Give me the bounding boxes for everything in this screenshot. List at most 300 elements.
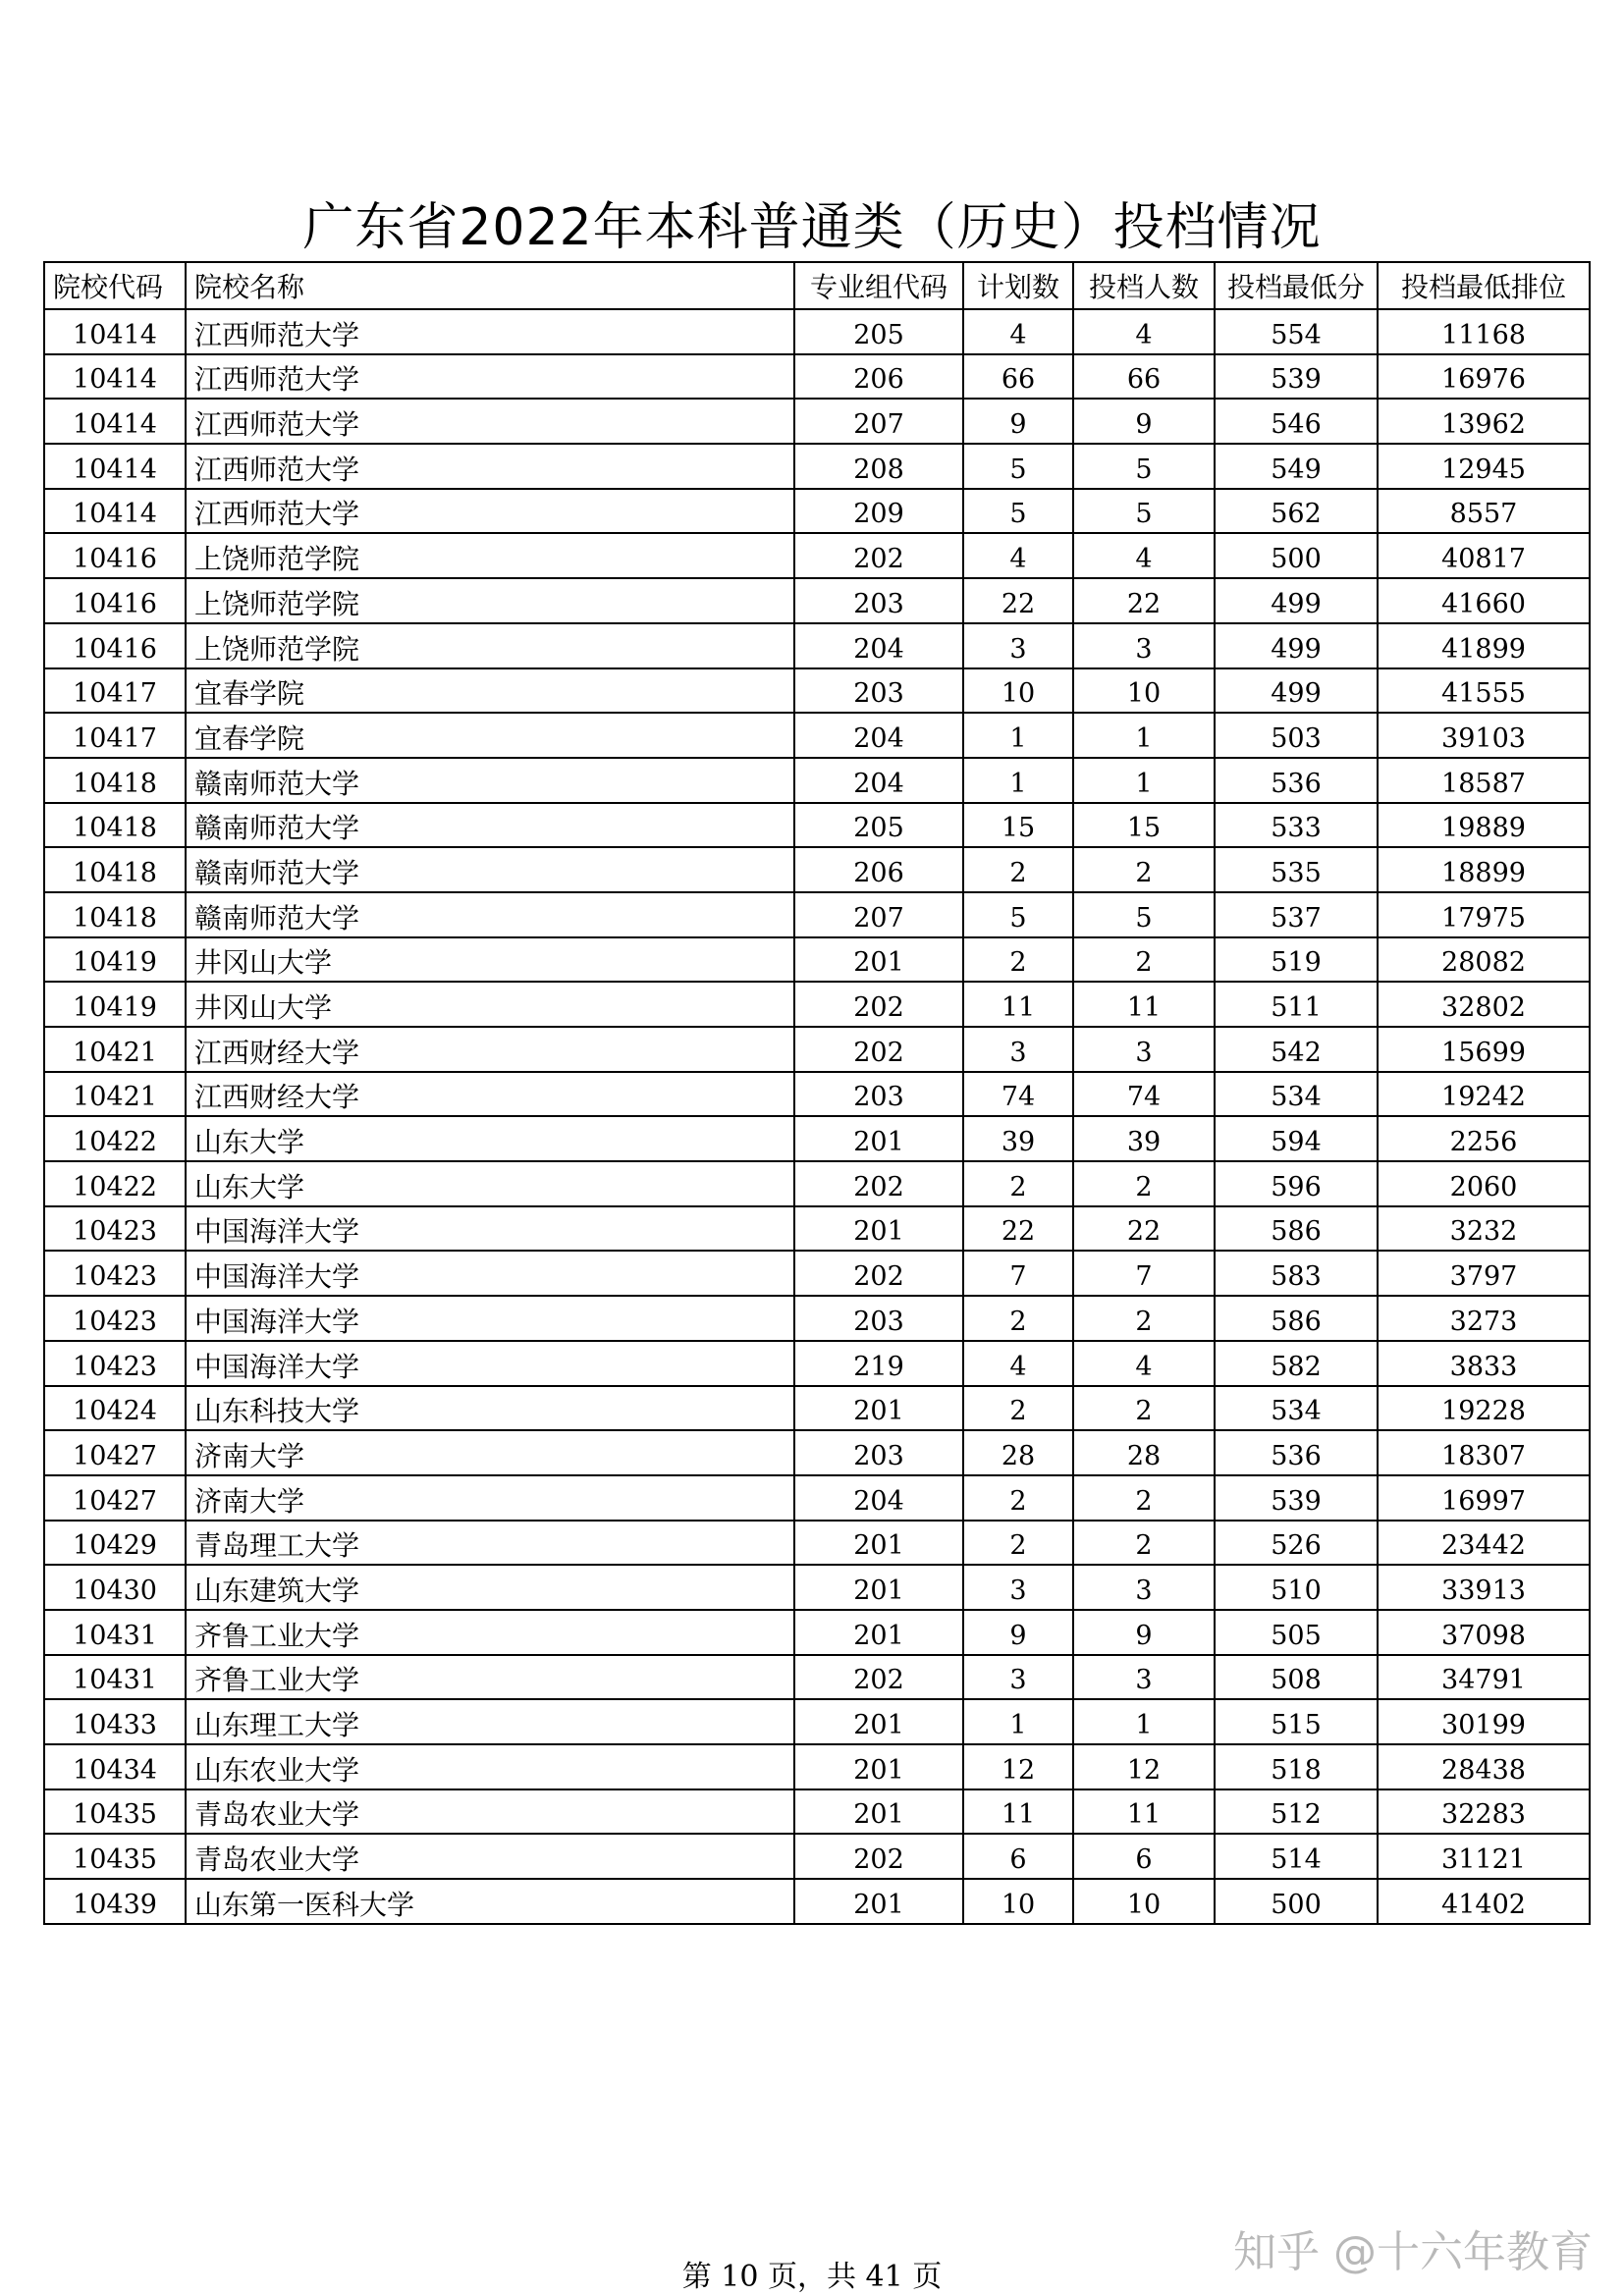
school-name-cell: 齐鲁工业大学 xyxy=(186,1610,794,1655)
admit-count-cell: 1 xyxy=(1073,713,1215,758)
school-code-cell: 10416 xyxy=(44,533,186,578)
school-name-cell: 上饶师范学院 xyxy=(186,533,794,578)
min-rank-cell: 3797 xyxy=(1378,1251,1590,1296)
school-code-cell: 10418 xyxy=(44,847,186,892)
min-score-cell: 499 xyxy=(1215,578,1378,623)
min-score-cell: 596 xyxy=(1215,1161,1378,1206)
group-code-cell: 202 xyxy=(794,1027,963,1072)
group-code-cell: 201 xyxy=(794,1206,963,1252)
min-rank-cell: 13962 xyxy=(1378,399,1590,444)
admit-count-cell: 2 xyxy=(1073,1521,1215,1566)
admission-table xyxy=(43,261,1591,1925)
plan-count-cell: 5 xyxy=(963,892,1073,937)
group-code-cell: 202 xyxy=(794,1834,963,1879)
table-row xyxy=(44,309,1590,354)
min-score-cell: 536 xyxy=(1215,1430,1378,1475)
min-score-cell: 549 xyxy=(1215,444,1378,489)
school-name-cell: 江西师范大学 xyxy=(186,399,794,444)
school-name-cell: 江西师范大学 xyxy=(186,489,794,534)
min-rank-cell: 11168 xyxy=(1378,309,1590,354)
table-row xyxy=(44,1116,1590,1161)
min-rank-cell: 40817 xyxy=(1378,533,1590,578)
min-score-cell: 510 xyxy=(1215,1565,1378,1610)
plan-count-cell: 10 xyxy=(963,1879,1073,1924)
school-code-cell: 10414 xyxy=(44,354,186,400)
min-rank-cell: 15699 xyxy=(1378,1027,1590,1072)
min-score-cell: 503 xyxy=(1215,713,1378,758)
school-code-cell: 10421 xyxy=(44,1027,186,1072)
table-row xyxy=(44,489,1590,534)
school-code-cell: 10414 xyxy=(44,399,186,444)
admit-count-cell: 12 xyxy=(1073,1744,1215,1789)
school-name-cell: 江西师范大学 xyxy=(186,354,794,400)
min-score-cell: 500 xyxy=(1215,1879,1378,1924)
school-code-cell: 10423 xyxy=(44,1341,186,1386)
plan-count-cell: 5 xyxy=(963,444,1073,489)
min-rank-cell: 3232 xyxy=(1378,1206,1590,1252)
page-footer: 第 10 页，共 41 页 xyxy=(681,2260,943,2294)
table-body xyxy=(44,309,1590,1924)
school-code-cell: 10418 xyxy=(44,803,186,848)
min-rank-cell: 19228 xyxy=(1378,1386,1590,1431)
admit-count-cell: 9 xyxy=(1073,1610,1215,1655)
plan-count-cell: 15 xyxy=(963,803,1073,848)
min-rank-cell: 8557 xyxy=(1378,489,1590,534)
table-row xyxy=(44,1699,1590,1744)
min-rank-cell: 18307 xyxy=(1378,1430,1590,1475)
group-code-cell: 204 xyxy=(794,758,963,803)
admit-count-cell: 11 xyxy=(1073,982,1215,1027)
min-rank-cell: 18587 xyxy=(1378,758,1590,803)
min-score-cell: 534 xyxy=(1215,1072,1378,1117)
school-name-cell: 宜春学院 xyxy=(186,713,794,758)
admit-count-cell: 1 xyxy=(1073,1699,1215,1744)
table-row xyxy=(44,713,1590,758)
admit-count-cell: 10 xyxy=(1073,668,1215,714)
min-rank-cell: 23442 xyxy=(1378,1521,1590,1566)
table-row xyxy=(44,578,1590,623)
school-code-cell: 10433 xyxy=(44,1699,186,1744)
table-row xyxy=(44,533,1590,578)
table-row xyxy=(44,399,1590,444)
group-code-cell: 204 xyxy=(794,623,963,668)
table-row xyxy=(44,668,1590,714)
min-score-cell: 518 xyxy=(1215,1744,1378,1789)
min-rank-cell: 28082 xyxy=(1378,937,1590,983)
admit-count-cell: 3 xyxy=(1073,623,1215,668)
admit-count-cell: 5 xyxy=(1073,892,1215,937)
min-rank-cell: 41660 xyxy=(1378,578,1590,623)
admit-count-cell: 74 xyxy=(1073,1072,1215,1117)
group-code-cell: 207 xyxy=(794,399,963,444)
plan-count-cell: 2 xyxy=(963,1475,1073,1521)
admit-count-cell: 4 xyxy=(1073,533,1215,578)
admit-count-cell: 5 xyxy=(1073,489,1215,534)
plan-count-cell: 2 xyxy=(963,847,1073,892)
table-row xyxy=(44,1610,1590,1655)
admit-count-cell: 3 xyxy=(1073,1565,1215,1610)
group-code-cell: 201 xyxy=(794,1610,963,1655)
admit-count-cell: 2 xyxy=(1073,847,1215,892)
group-code-cell: 202 xyxy=(794,1251,963,1296)
min-rank-cell: 41899 xyxy=(1378,623,1590,668)
school-code-cell: 10419 xyxy=(44,982,186,1027)
plan-count-cell: 2 xyxy=(963,937,1073,983)
school-name-cell: 江西财经大学 xyxy=(186,1027,794,1072)
min-score-cell: 514 xyxy=(1215,1834,1378,1879)
school-code-cell: 10418 xyxy=(44,758,186,803)
school-name-cell: 中国海洋大学 xyxy=(186,1206,794,1252)
plan-count-cell: 11 xyxy=(963,982,1073,1027)
admit-count-cell: 15 xyxy=(1073,803,1215,848)
table-row xyxy=(44,1206,1590,1252)
school-name-cell: 上饶师范学院 xyxy=(186,623,794,668)
group-code-cell: 202 xyxy=(794,982,963,1027)
plan-count-cell: 1 xyxy=(963,713,1073,758)
plan-count-cell: 5 xyxy=(963,489,1073,534)
school-code-cell: 10421 xyxy=(44,1072,186,1117)
school-code-cell: 10431 xyxy=(44,1610,186,1655)
table-row xyxy=(44,982,1590,1027)
header-plan-count: 计划数 xyxy=(963,262,1073,309)
admit-count-cell: 1 xyxy=(1073,758,1215,803)
min-score-cell: 583 xyxy=(1215,1251,1378,1296)
header-min-score: 投档最低分 xyxy=(1215,262,1378,309)
header-group-code: 专业组代码 xyxy=(794,262,963,309)
table-row xyxy=(44,1789,1590,1835)
table-row xyxy=(44,803,1590,848)
school-name-cell: 青岛农业大学 xyxy=(186,1834,794,1879)
group-code-cell: 202 xyxy=(794,533,963,578)
min-rank-cell: 2060 xyxy=(1378,1161,1590,1206)
admit-count-cell: 22 xyxy=(1073,1206,1215,1252)
min-score-cell: 546 xyxy=(1215,399,1378,444)
admit-count-cell: 5 xyxy=(1073,444,1215,489)
school-code-cell: 10429 xyxy=(44,1521,186,1566)
school-code-cell: 10427 xyxy=(44,1475,186,1521)
group-code-cell: 202 xyxy=(794,1161,963,1206)
admit-count-cell: 2 xyxy=(1073,1386,1215,1431)
group-code-cell: 203 xyxy=(794,668,963,714)
table-row xyxy=(44,1430,1590,1475)
plan-count-cell: 3 xyxy=(963,623,1073,668)
school-code-cell: 10417 xyxy=(44,713,186,758)
min-score-cell: 499 xyxy=(1215,668,1378,714)
min-score-cell: 512 xyxy=(1215,1789,1378,1835)
group-code-cell: 201 xyxy=(794,937,963,983)
header-min-rank: 投档最低排位 xyxy=(1378,262,1590,309)
school-name-cell: 上饶师范学院 xyxy=(186,578,794,623)
plan-count-cell: 9 xyxy=(963,399,1073,444)
school-name-cell: 山东第一医科大学 xyxy=(186,1879,794,1924)
school-code-cell: 10414 xyxy=(44,444,186,489)
min-score-cell: 542 xyxy=(1215,1027,1378,1072)
group-code-cell: 205 xyxy=(794,803,963,848)
school-code-cell: 10416 xyxy=(44,578,186,623)
group-code-cell: 202 xyxy=(794,1655,963,1700)
admit-count-cell: 2 xyxy=(1073,1161,1215,1206)
min-score-cell: 586 xyxy=(1215,1206,1378,1252)
min-score-cell: 594 xyxy=(1215,1116,1378,1161)
school-code-cell: 10418 xyxy=(44,892,186,937)
school-code-cell: 10427 xyxy=(44,1430,186,1475)
table-row xyxy=(44,1744,1590,1789)
min-score-cell: 537 xyxy=(1215,892,1378,937)
school-name-cell: 济南大学 xyxy=(186,1475,794,1521)
admit-count-cell: 6 xyxy=(1073,1834,1215,1879)
header-school-name: 院校名称 xyxy=(186,262,794,309)
plan-count-cell: 7 xyxy=(963,1251,1073,1296)
min-score-cell: 526 xyxy=(1215,1521,1378,1566)
plan-count-cell: 39 xyxy=(963,1116,1073,1161)
group-code-cell: 204 xyxy=(794,713,963,758)
table-row xyxy=(44,1475,1590,1521)
table-row xyxy=(44,892,1590,937)
admit-count-cell: 2 xyxy=(1073,1296,1215,1341)
plan-count-cell: 3 xyxy=(963,1565,1073,1610)
school-code-cell: 10439 xyxy=(44,1879,186,1924)
group-code-cell: 204 xyxy=(794,1475,963,1521)
min-score-cell: 533 xyxy=(1215,803,1378,848)
min-rank-cell: 28438 xyxy=(1378,1744,1590,1789)
min-rank-cell: 16997 xyxy=(1378,1475,1590,1521)
min-rank-cell: 34791 xyxy=(1378,1655,1590,1700)
min-rank-cell: 17975 xyxy=(1378,892,1590,937)
group-code-cell: 203 xyxy=(794,578,963,623)
plan-count-cell: 3 xyxy=(963,1655,1073,1700)
min-rank-cell: 31121 xyxy=(1378,1834,1590,1879)
plan-count-cell: 9 xyxy=(963,1610,1073,1655)
plan-count-cell: 22 xyxy=(963,1206,1073,1252)
min-rank-cell: 3273 xyxy=(1378,1296,1590,1341)
school-name-cell: 青岛农业大学 xyxy=(186,1789,794,1835)
school-name-cell: 宜春学院 xyxy=(186,668,794,714)
school-name-cell: 江西财经大学 xyxy=(186,1072,794,1117)
min-rank-cell: 33913 xyxy=(1378,1565,1590,1610)
school-code-cell: 10431 xyxy=(44,1655,186,1700)
group-code-cell: 201 xyxy=(794,1521,963,1566)
school-code-cell: 10423 xyxy=(44,1206,186,1252)
admit-count-cell: 4 xyxy=(1073,309,1215,354)
min-score-cell: 519 xyxy=(1215,937,1378,983)
group-code-cell: 201 xyxy=(794,1116,963,1161)
admit-count-cell: 7 xyxy=(1073,1251,1215,1296)
min-score-cell: 508 xyxy=(1215,1655,1378,1700)
min-rank-cell: 3833 xyxy=(1378,1341,1590,1386)
watermark: 知乎 @十六年教育 xyxy=(1233,2227,1593,2277)
admit-count-cell: 4 xyxy=(1073,1341,1215,1386)
table-row xyxy=(44,1879,1590,1924)
school-name-cell: 青岛理工大学 xyxy=(186,1521,794,1566)
school-name-cell: 齐鲁工业大学 xyxy=(186,1655,794,1700)
group-code-cell: 205 xyxy=(794,309,963,354)
group-code-cell: 201 xyxy=(794,1744,963,1789)
plan-count-cell: 6 xyxy=(963,1834,1073,1879)
plan-count-cell: 66 xyxy=(963,354,1073,400)
school-code-cell: 10417 xyxy=(44,668,186,714)
school-code-cell: 10434 xyxy=(44,1744,186,1789)
table-row xyxy=(44,1251,1590,1296)
min-score-cell: 536 xyxy=(1215,758,1378,803)
school-name-cell: 井冈山大学 xyxy=(186,982,794,1027)
min-score-cell: 586 xyxy=(1215,1296,1378,1341)
school-name-cell: 江西师范大学 xyxy=(186,309,794,354)
min-rank-cell: 19889 xyxy=(1378,803,1590,848)
min-score-cell: 539 xyxy=(1215,1475,1378,1521)
group-code-cell: 201 xyxy=(794,1565,963,1610)
header-school-code: 院校代码 xyxy=(44,262,186,309)
school-code-cell: 10419 xyxy=(44,937,186,983)
min-rank-cell: 30199 xyxy=(1378,1699,1590,1744)
group-code-cell: 208 xyxy=(794,444,963,489)
admit-count-cell: 3 xyxy=(1073,1655,1215,1700)
group-code-cell: 206 xyxy=(794,847,963,892)
plan-count-cell: 11 xyxy=(963,1789,1073,1835)
school-name-cell: 山东农业大学 xyxy=(186,1744,794,1789)
plan-count-cell: 74 xyxy=(963,1072,1073,1117)
min-rank-cell: 32802 xyxy=(1378,982,1590,1027)
table-row xyxy=(44,1161,1590,1206)
group-code-cell: 206 xyxy=(794,354,963,400)
min-rank-cell: 41555 xyxy=(1378,668,1590,714)
plan-count-cell: 4 xyxy=(963,533,1073,578)
group-code-cell: 203 xyxy=(794,1296,963,1341)
group-code-cell: 201 xyxy=(794,1879,963,1924)
min-rank-cell: 37098 xyxy=(1378,1610,1590,1655)
school-code-cell: 10414 xyxy=(44,309,186,354)
table-row xyxy=(44,1296,1590,1341)
school-name-cell: 赣南师范大学 xyxy=(186,758,794,803)
header-admit-count: 投档人数 xyxy=(1073,262,1215,309)
admit-count-cell: 9 xyxy=(1073,399,1215,444)
min-rank-cell: 16976 xyxy=(1378,354,1590,400)
min-rank-cell: 18899 xyxy=(1378,847,1590,892)
school-name-cell: 赣南师范大学 xyxy=(186,847,794,892)
group-code-cell: 209 xyxy=(794,489,963,534)
group-code-cell: 219 xyxy=(794,1341,963,1386)
table-row xyxy=(44,623,1590,668)
table-row xyxy=(44,1521,1590,1566)
min-rank-cell: 32283 xyxy=(1378,1789,1590,1835)
plan-count-cell: 1 xyxy=(963,758,1073,803)
school-code-cell: 10414 xyxy=(44,489,186,534)
school-name-cell: 江西师范大学 xyxy=(186,444,794,489)
school-name-cell: 中国海洋大学 xyxy=(186,1341,794,1386)
school-name-cell: 山东建筑大学 xyxy=(186,1565,794,1610)
min-score-cell: 505 xyxy=(1215,1610,1378,1655)
min-rank-cell: 39103 xyxy=(1378,713,1590,758)
admit-count-cell: 10 xyxy=(1073,1879,1215,1924)
group-code-cell: 207 xyxy=(794,892,963,937)
min-score-cell: 582 xyxy=(1215,1341,1378,1386)
table-row xyxy=(44,1655,1590,1700)
school-code-cell: 10424 xyxy=(44,1386,186,1431)
school-code-cell: 10435 xyxy=(44,1789,186,1835)
plan-count-cell: 2 xyxy=(963,1296,1073,1341)
group-code-cell: 201 xyxy=(794,1789,963,1835)
school-code-cell: 10422 xyxy=(44,1161,186,1206)
group-code-cell: 201 xyxy=(794,1386,963,1431)
min-score-cell: 554 xyxy=(1215,309,1378,354)
min-rank-cell: 2256 xyxy=(1378,1116,1590,1161)
document-title: 广东省2022年本科普通类（历史）投档情况 xyxy=(302,198,1322,257)
min-score-cell: 515 xyxy=(1215,1699,1378,1744)
min-score-cell: 500 xyxy=(1215,533,1378,578)
table-row xyxy=(44,444,1590,489)
group-code-cell: 203 xyxy=(794,1072,963,1117)
plan-count-cell: 2 xyxy=(963,1386,1073,1431)
plan-count-cell: 2 xyxy=(963,1521,1073,1566)
table-row xyxy=(44,758,1590,803)
school-code-cell: 10435 xyxy=(44,1834,186,1879)
table-row xyxy=(44,1072,1590,1117)
plan-count-cell: 2 xyxy=(963,1161,1073,1206)
min-score-cell: 534 xyxy=(1215,1386,1378,1431)
school-name-cell: 赣南师范大学 xyxy=(186,803,794,848)
table-row xyxy=(44,1341,1590,1386)
table-row xyxy=(44,847,1590,892)
min-score-cell: 511 xyxy=(1215,982,1378,1027)
admit-count-cell: 22 xyxy=(1073,578,1215,623)
group-code-cell: 201 xyxy=(794,1699,963,1744)
school-code-cell: 10416 xyxy=(44,623,186,668)
min-rank-cell: 41402 xyxy=(1378,1879,1590,1924)
school-code-cell: 10430 xyxy=(44,1565,186,1610)
min-score-cell: 499 xyxy=(1215,623,1378,668)
plan-count-cell: 3 xyxy=(963,1027,1073,1072)
school-name-cell: 山东理工大学 xyxy=(186,1699,794,1744)
admit-count-cell: 3 xyxy=(1073,1027,1215,1072)
min-score-cell: 562 xyxy=(1215,489,1378,534)
school-name-cell: 山东科技大学 xyxy=(186,1386,794,1431)
plan-count-cell: 4 xyxy=(963,309,1073,354)
school-name-cell: 赣南师范大学 xyxy=(186,892,794,937)
school-name-cell: 井冈山大学 xyxy=(186,937,794,983)
admit-count-cell: 39 xyxy=(1073,1116,1215,1161)
table-row xyxy=(44,354,1590,400)
school-code-cell: 10423 xyxy=(44,1251,186,1296)
plan-count-cell: 28 xyxy=(963,1430,1073,1475)
plan-count-cell: 12 xyxy=(963,1744,1073,1789)
school-name-cell: 山东大学 xyxy=(186,1161,794,1206)
admit-count-cell: 66 xyxy=(1073,354,1215,400)
min-score-cell: 535 xyxy=(1215,847,1378,892)
plan-count-cell: 4 xyxy=(963,1341,1073,1386)
school-name-cell: 山东大学 xyxy=(186,1116,794,1161)
school-name-cell: 中国海洋大学 xyxy=(186,1296,794,1341)
table-row xyxy=(44,1027,1590,1072)
table-row xyxy=(44,1386,1590,1431)
min-rank-cell: 12945 xyxy=(1378,444,1590,489)
admit-count-cell: 2 xyxy=(1073,937,1215,983)
school-name-cell: 中国海洋大学 xyxy=(186,1251,794,1296)
min-rank-cell: 19242 xyxy=(1378,1072,1590,1117)
plan-count-cell: 10 xyxy=(963,668,1073,714)
school-code-cell: 10423 xyxy=(44,1296,186,1341)
plan-count-cell: 22 xyxy=(963,578,1073,623)
plan-count-cell: 1 xyxy=(963,1699,1073,1744)
min-score-cell: 539 xyxy=(1215,354,1378,400)
admit-count-cell: 2 xyxy=(1073,1475,1215,1521)
table-header-row xyxy=(44,262,1590,309)
admit-count-cell: 11 xyxy=(1073,1789,1215,1835)
school-name-cell: 济南大学 xyxy=(186,1430,794,1475)
table-row xyxy=(44,937,1590,983)
school-code-cell: 10422 xyxy=(44,1116,186,1161)
admit-count-cell: 28 xyxy=(1073,1430,1215,1475)
table-row xyxy=(44,1565,1590,1610)
table-row xyxy=(44,1834,1590,1879)
